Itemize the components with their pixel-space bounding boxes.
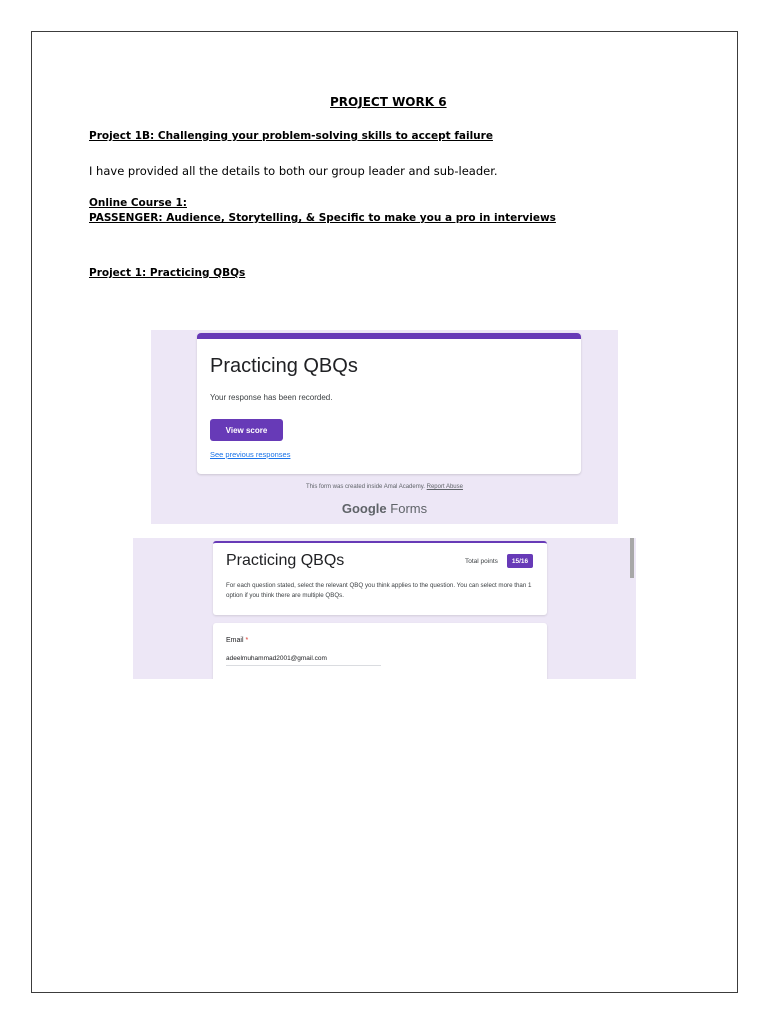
scrollbar-thumb[interactable] xyxy=(630,538,634,578)
google-wordmark: Google xyxy=(341,501,387,516)
form-results-screenshot xyxy=(133,538,636,679)
total-points-label: Total points xyxy=(465,558,498,565)
required-marker: * xyxy=(245,637,249,644)
email-question-card xyxy=(213,623,547,679)
forms-wordmark: Forms xyxy=(390,501,428,516)
project-1-heading: Project 1: Practicing QBQs xyxy=(89,267,246,279)
details-paragraph: I have provided all the details to both our group leader and sub-leader. xyxy=(89,164,498,178)
confirmation-card xyxy=(197,333,581,474)
google-forms-logo xyxy=(151,501,618,516)
footer-note-text: This form was created inside Amal Academy. xyxy=(306,484,425,490)
form-title: Practicing QBQs xyxy=(210,355,358,377)
form-confirmation-screenshot xyxy=(151,330,618,524)
document-title: PROJECT WORK 6 xyxy=(330,95,447,109)
score-badge: 15/16 xyxy=(507,554,533,568)
email-field: adeelmuhammad2001@gmail.com xyxy=(226,655,381,666)
view-score-button[interactable]: View score xyxy=(210,419,283,441)
report-abuse-link[interactable]: Report Abuse xyxy=(426,484,463,490)
email-label xyxy=(226,637,248,644)
response-recorded-message: Your response has been recorded. xyxy=(210,393,333,402)
online-course-label: Online Course 1: xyxy=(89,197,187,209)
project-1b-heading: Project 1B: Challenging your problem-solving skills to accept failure xyxy=(89,130,493,142)
form-title: Practicing QBQs xyxy=(226,552,345,569)
form-header-card xyxy=(213,541,547,615)
form-footer-note xyxy=(151,484,618,490)
document-page xyxy=(31,31,738,993)
form-description: For each question stated, select the relevant QBQ you think applies to the question. You can select more than 1 option if you think there are multiple QBQs. xyxy=(226,582,532,599)
email-label-text: Email xyxy=(226,637,244,644)
online-course-title: PASSENGER: Audience, Storytelling, & Specific to make you a pro in interviews xyxy=(89,212,556,224)
see-previous-responses-link[interactable]: See previous responses xyxy=(210,450,291,459)
